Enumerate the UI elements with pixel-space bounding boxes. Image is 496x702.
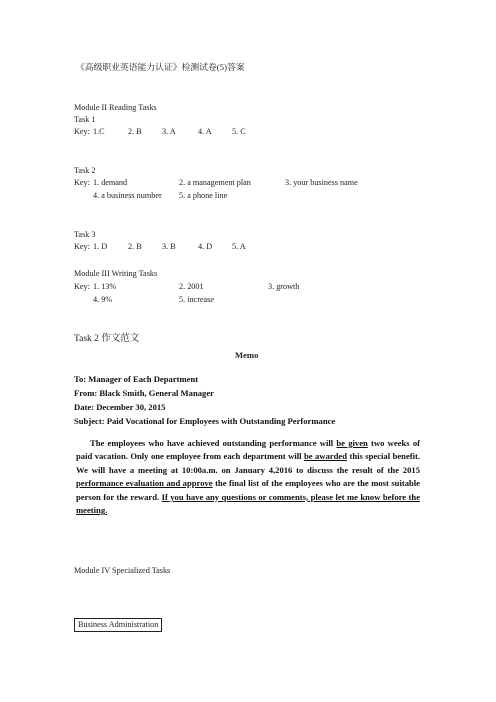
answer-item: 4. a business number bbox=[93, 191, 162, 200]
module-heading-reading: Module II Reading Tasks bbox=[74, 103, 157, 112]
underlined-phrase: be given bbox=[336, 438, 368, 448]
body-text: The employees who have achieved outstanding performance will bbox=[90, 438, 337, 448]
answer-item: 1.C bbox=[93, 127, 105, 136]
module-heading-writing: Module III Writing Tasks bbox=[74, 269, 158, 278]
document-title: 《高级职业英语能力认证》检测试卷(5)答案 bbox=[76, 62, 245, 72]
writing-key-row-2 bbox=[74, 295, 274, 305]
memo-title: Memo bbox=[235, 350, 259, 360]
answer-item: 3. growth bbox=[268, 282, 300, 291]
module-heading-specialized: Module IV Specialized Tasks bbox=[74, 566, 171, 575]
underlined-phrase: If you have any questions or comments, please let me know before the meeting. bbox=[76, 491, 421, 516]
memo-body bbox=[76, 437, 420, 517]
memo-subject: Subject: Paid Vocational for Employees with Outstanding Performance bbox=[74, 416, 336, 426]
answer-item: 1. 13% bbox=[93, 282, 117, 291]
answer-item: 3. B bbox=[162, 242, 176, 251]
memo-from: From: Black Smith, General Manager bbox=[74, 388, 214, 398]
answer-item: 4. 9% bbox=[93, 295, 113, 304]
body-text: the final list of the employees who are the most suitable person for the reward. bbox=[76, 478, 420, 502]
answer-item: 3. A bbox=[162, 127, 176, 136]
answer-item: 2. 2001 bbox=[179, 282, 204, 291]
answer-item: 1. D bbox=[93, 242, 108, 251]
underlined-phrase: be awarded bbox=[303, 451, 347, 462]
answer-item: 5. A bbox=[232, 242, 246, 251]
answer-item: 5. a phone line bbox=[179, 191, 228, 200]
key-prefix: Key: bbox=[74, 178, 90, 187]
task-1-key-row bbox=[74, 127, 334, 137]
answer-item: 2. B bbox=[128, 127, 142, 136]
underlined-phrase: performance evaluation and approve bbox=[76, 478, 213, 489]
answer-item: 4. D bbox=[198, 242, 213, 251]
memo-to: To: Manager of Each Department bbox=[74, 374, 199, 384]
task-3-label: Task 3 bbox=[74, 230, 96, 239]
sample-essay-heading: Task 2 作文范文 bbox=[74, 334, 140, 344]
answer-item: 4. A bbox=[198, 127, 212, 136]
task-1-label: Task 1 bbox=[74, 115, 96, 124]
answer-item: 2. B bbox=[128, 242, 142, 251]
answer-item: 3. your business name bbox=[285, 178, 358, 187]
body-text: this special benefit. We will have a meeting at 10:00a.m. on January 4,2016 to discuss the result of the 2015 bbox=[76, 451, 421, 475]
task-2-label: Task 2 bbox=[74, 166, 96, 175]
memo-body-paragraph bbox=[76, 437, 420, 517]
key-prefix: Key: bbox=[74, 127, 90, 136]
task-2-key-row-2 bbox=[74, 191, 274, 201]
task-2-key-row-1 bbox=[74, 178, 394, 188]
key-prefix: Key: bbox=[74, 242, 90, 251]
body-text: two weeks of paid vacation. Only one employee from each department will bbox=[76, 438, 420, 462]
answer-item: 2. a management plan bbox=[179, 178, 251, 187]
answer-item: 5. C bbox=[232, 127, 246, 136]
section-box-business-administration: Business Administration bbox=[74, 618, 162, 632]
task-3-key-row bbox=[74, 242, 334, 252]
answer-item: 5. increase bbox=[179, 295, 215, 304]
memo-date: Date: December 30, 2015 bbox=[74, 402, 166, 412]
answer-item: 1. demand bbox=[93, 178, 128, 187]
key-prefix: Key: bbox=[74, 282, 90, 291]
writing-key-row-1 bbox=[74, 282, 334, 292]
